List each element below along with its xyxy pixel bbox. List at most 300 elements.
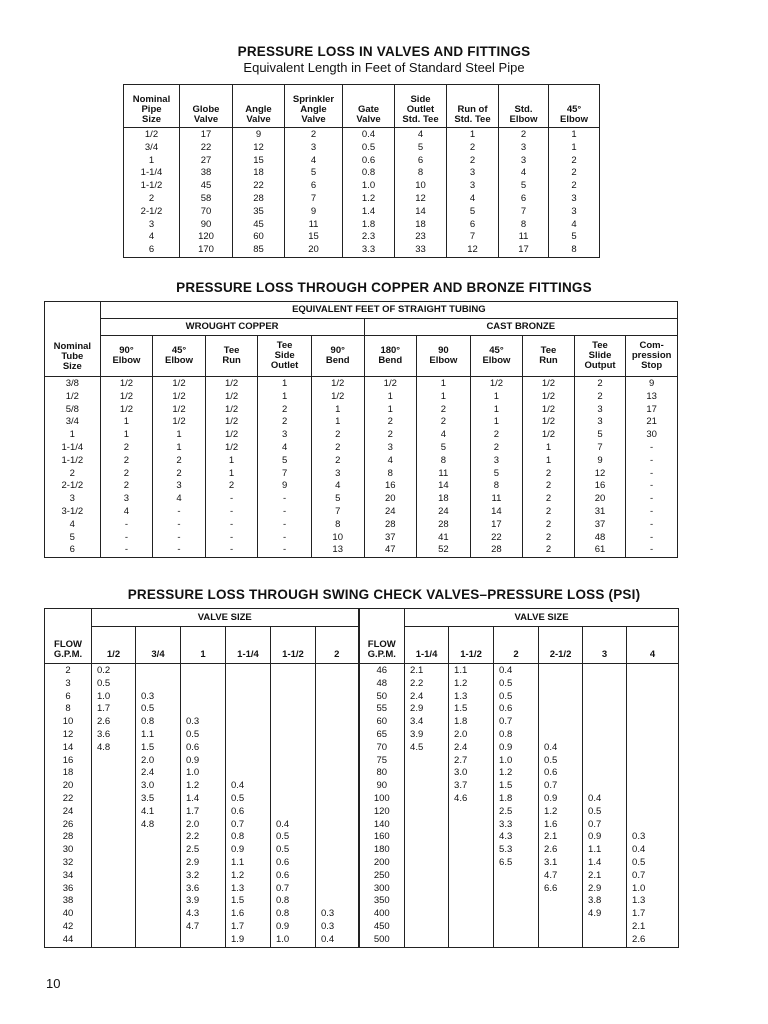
table-cell [627,793,679,806]
table-cell: 1.0 [627,883,679,896]
table-cell: 0.6 [343,155,395,168]
table-cell: 7 [258,468,312,481]
table-cell [92,883,136,896]
table-cell: 24 [417,506,471,519]
table-cell: 5 [417,442,471,455]
table-cell: 6.6 [539,883,583,896]
table-cell [226,716,271,729]
table-cell [405,844,449,857]
header-line: Output [584,360,616,371]
table-cell [136,664,181,678]
table-cell: 1/2 [311,391,364,404]
table-cell: 2.9 [583,883,627,896]
table-cell: 0.9 [271,921,316,934]
table-cell: 2.1 [627,921,679,934]
table-cell: 3-1/2 [45,506,101,519]
table-cell [583,780,627,793]
table-cell: 14 [395,206,447,219]
column-header [258,336,312,377]
valves-fittings-table [123,84,600,258]
table-row [45,934,679,947]
table-cell [181,691,226,704]
table-cell: 3 [447,180,499,193]
table-cell: 3/8 [45,377,101,391]
table-cell: 0.2 [92,664,136,678]
table-cell [405,755,449,768]
table-cell: 1.0 [343,180,395,193]
table-cell: 1/2 [364,377,417,391]
table-cell: 1 [205,455,258,468]
table-cell: 1.8 [449,716,494,729]
table-cell: 22 [45,793,92,806]
table-cell [226,755,271,768]
table-cell [583,716,627,729]
column-header [499,85,549,128]
table-cell: 0.7 [627,870,679,883]
table-row [45,870,679,883]
table-cell: 3.2 [181,870,226,883]
table-cell: 1.8 [494,793,539,806]
table-cell: - [153,544,206,557]
table-cell: 4 [153,493,206,506]
column-header: 1-1/2 [271,627,316,664]
column-header [417,336,471,377]
table-cell [405,934,449,947]
table-cell [583,755,627,768]
table-cell: 4 [124,231,180,244]
table-cell: 1 [100,429,153,442]
table-cell: - [258,519,312,532]
table-cell: 1 [447,128,499,142]
table-cell: 4.6 [449,793,494,806]
table-cell: 1/2 [205,416,258,429]
table-cell: 26 [45,819,92,832]
table-cell: 1/2 [100,391,153,404]
table-cell [92,831,136,844]
table-cell: 2 [574,391,626,404]
table-cell: 1.0 [181,767,226,780]
table-cell: 2 [523,506,575,519]
table-cell: 30 [45,844,92,857]
table-cell: 1/2 [153,416,206,429]
table-cell [539,921,583,934]
table-cell: 5 [549,231,600,244]
table-cell: 3 [258,429,312,442]
table-cell: 2 [100,480,153,493]
table-cell: 70 [180,206,233,219]
column-header [364,336,417,377]
header-line: Elbow [429,355,458,366]
table-cell: 22 [233,180,285,193]
table-row [45,716,679,729]
table-cell: 1/2 [523,391,575,404]
table-cell: 36 [45,883,92,896]
table-cell: 1.2 [343,193,395,206]
table-row [45,806,679,819]
column-header [574,336,626,377]
table-cell: 1 [45,429,101,442]
table-cell: 12 [233,142,285,155]
table-cell: 6 [45,544,101,557]
table-cell: 14 [417,480,471,493]
table-cell: 2 [470,429,523,442]
table-cell: 28 [470,544,523,557]
table-cell: 2 [523,468,575,481]
table-cell: 1.5 [494,780,539,793]
table-cell: 3.0 [449,767,494,780]
table-row [45,691,679,704]
table-cell: 1.4 [583,857,627,870]
table-cell: 6 [285,180,343,193]
table-cell: 15 [233,155,285,168]
table-cell: 7 [285,193,343,206]
table-cell: 35 [233,206,285,219]
table-cell [583,729,627,742]
table-cell: 0.5 [181,729,226,742]
table-cell [181,703,226,716]
table-cell [583,664,627,678]
column-header: 1-1/2 [449,627,494,664]
table-cell: 180 [359,844,405,857]
header-line: Tube [61,351,84,362]
table-cell: 14 [45,742,92,755]
table-cell: 0.5 [494,691,539,704]
table-cell: 140 [359,819,405,832]
table-cell: 1.2 [449,678,494,691]
table-cell: 13 [311,544,364,557]
table-cell: 0.9 [539,793,583,806]
table-cell: 1.7 [627,908,679,921]
table-cell: 7 [574,442,626,455]
table-cell: 12 [574,468,626,481]
table-cell [316,780,359,793]
table-cell: 2 [100,455,153,468]
table-cell: 1 [417,377,471,391]
table-cell: 17 [470,519,523,532]
header-line: Std. Tee [402,114,439,125]
header-line: Bend [378,355,403,366]
table-cell [316,883,359,896]
table-cell [583,921,627,934]
header-line: Nominal [132,94,171,105]
table-cell: 1 [470,416,523,429]
table-row [45,755,679,768]
table-cell: 0.5 [627,857,679,870]
table-cell: 90 [180,219,233,232]
table3-title: PRESSURE LOSS THROUGH SWING CHECK VALVES–PRESSURE LOSS (PSI) [127,587,641,602]
table-cell: 23 [395,231,447,244]
column-header: 3/4 [136,627,181,664]
table-cell: 24 [45,806,92,819]
table-cell [583,767,627,780]
table-cell: 0.8 [494,729,539,742]
column-header: 1-1/4 [405,627,449,664]
table-cell: 1.2 [181,780,226,793]
table-cell: 1.1 [136,729,181,742]
table-cell: 31 [574,506,626,519]
table-row [45,703,679,716]
table-cell: 2 [549,180,600,193]
table-cell: 2 [258,416,312,429]
column-header [100,336,153,377]
table-cell: 1.2 [539,806,583,819]
table-cell [627,729,679,742]
table-cell [316,831,359,844]
table-cell: 2 [574,377,626,391]
table-cell [405,793,449,806]
table-cell: 16 [574,480,626,493]
table-cell: 18 [395,219,447,232]
header-line: Angle [300,104,327,115]
table-row [45,519,678,532]
table-cell: 2 [124,193,180,206]
table-cell: 1/2 [205,442,258,455]
table-cell: 2 [523,532,575,545]
table-cell [405,908,449,921]
table-cell: - [258,506,312,519]
table-cell: 2.1 [539,831,583,844]
table-cell: 1 [311,404,364,417]
table-cell: 33 [395,244,447,257]
table-cell: 1/2 [523,404,575,417]
table-cell: 3/4 [124,142,180,155]
header-line: Valve [246,114,271,125]
table-row [45,678,679,691]
header-line: 90 [438,345,449,356]
header-line: Tee [276,340,293,351]
table-cell: 3.4 [405,716,449,729]
table2-title: PRESSURE LOSS THROUGH COPPER AND BRONZE FITTINGS [176,280,592,295]
table-cell [92,819,136,832]
header-line: Valve [193,114,219,125]
table-cell [136,678,181,691]
table-cell [226,703,271,716]
table-cell: 11 [499,231,549,244]
table-cell: 47 [364,544,417,557]
table-cell [136,895,181,908]
table-cell: 22 [180,142,233,155]
table-cell: 17 [626,404,678,417]
table-cell: 1.3 [226,883,271,896]
table-cell [539,664,583,678]
header-line: Side [410,94,431,105]
table-cell: 0.9 [226,844,271,857]
table-cell: 17 [180,128,233,142]
table-cell: 65 [359,729,405,742]
table-cell: 2 [100,442,153,455]
table-cell: 3 [574,404,626,417]
table-cell [316,895,359,908]
table-cell: - [205,506,258,519]
table-cell: 2 [45,664,92,678]
copper-bronze-table [44,301,678,558]
table-cell: 18 [233,167,285,180]
table-cell: 18 [417,493,471,506]
table-row [124,180,600,193]
table-row [45,442,678,455]
table-cell: - [205,519,258,532]
table-cell: 9 [285,206,343,219]
table-cell: - [153,506,206,519]
table-cell: 2 [100,468,153,481]
table-cell: 0.5 [539,755,583,768]
table-cell: 3 [285,142,343,155]
table-cell [539,895,583,908]
header-line: Run of [457,104,488,115]
table-cell: 1.1 [449,664,494,678]
table-cell: 1-1/2 [45,455,101,468]
table-row [45,416,678,429]
table-cell: 0.4 [343,128,395,142]
table-cell: 3 [470,455,523,468]
table-cell: 10 [311,532,364,545]
table-cell [316,857,359,870]
table-cell: 0.5 [494,678,539,691]
table-cell [226,729,271,742]
table-cell: 0.8 [271,895,316,908]
table-cell: 2.2 [181,831,226,844]
table-cell: 4.3 [494,831,539,844]
table-cell: 1/2 [311,377,364,391]
column-header [523,336,575,377]
table-cell: - [626,493,678,506]
table-cell: 0.4 [583,793,627,806]
table-cell: 3 [153,480,206,493]
table-cell: 1.0 [92,691,136,704]
table-cell: 1.5 [449,703,494,716]
table-cell: 61 [574,544,626,557]
table-cell: 5.3 [494,844,539,857]
table-cell [92,793,136,806]
table-cell: 0.9 [494,742,539,755]
table-cell: 37 [574,519,626,532]
table-cell [449,857,494,870]
table-cell [539,729,583,742]
table-cell: 0.8 [136,716,181,729]
table-cell: 1 [364,404,417,417]
table-cell [494,895,539,908]
table-cell: 1 [153,429,206,442]
table-cell: - [153,532,206,545]
header-line: Elbow [482,355,511,366]
column-header [395,85,447,128]
table-cell: 1/2 [523,377,575,391]
table-cell: 1.8 [343,219,395,232]
table-cell [449,895,494,908]
table-cell: 1/2 [205,429,258,442]
column-header [343,85,395,128]
table-cell: 1.3 [627,895,679,908]
table-cell: 2 [523,544,575,557]
table-cell: 2 [417,404,471,417]
table-cell [539,678,583,691]
table-cell [405,895,449,908]
table-cell: 2 [311,429,364,442]
table-cell: 0.5 [271,844,316,857]
table-cell [627,819,679,832]
table-cell [271,780,316,793]
table-cell: 3 [364,442,417,455]
table-cell: 0.6 [181,742,226,755]
table-cell [316,806,359,819]
table-cell [449,921,494,934]
table-cell: 4 [417,429,471,442]
table-cell: 0.4 [494,664,539,678]
table-cell: 48 [574,532,626,545]
column-header [359,609,405,664]
table-cell: 10 [45,716,92,729]
table-cell: 1/2 [100,404,153,417]
table-cell: 3/4 [45,416,101,429]
subgroup-header: CAST BRONZE [364,319,678,336]
table-cell: 3 [499,155,549,168]
table-cell: 1.1 [226,857,271,870]
table-cell: 4.5 [405,742,449,755]
table-row [45,883,679,896]
header-line: Run [222,355,241,366]
table-cell: 3.9 [181,895,226,908]
table-cell: 2 [153,455,206,468]
table-cell: - [626,480,678,493]
table-cell: 0.6 [226,806,271,819]
table-cell: 1.4 [343,206,395,219]
table-cell: 1 [417,391,471,404]
table-cell: 1 [470,391,523,404]
table-cell: 13 [626,391,678,404]
table-cell: 24 [364,506,417,519]
table-cell: 14 [470,506,523,519]
table-cell: 28 [45,831,92,844]
table-cell: 2.4 [136,767,181,780]
table-cell: 1.2 [494,767,539,780]
table-cell: 1 [153,442,206,455]
table-cell: 4 [364,455,417,468]
table-cell [316,819,359,832]
table-cell: 48 [359,678,405,691]
table-cell: 0.4 [316,934,359,947]
table-row [45,377,678,391]
table-cell [539,716,583,729]
table-cell: 0.3 [627,831,679,844]
table-cell: 2 [523,493,575,506]
table-cell [92,934,136,947]
table-cell: 3.5 [136,793,181,806]
table-cell: 1.1 [583,844,627,857]
table-cell: 3.3 [494,819,539,832]
table-cell: 0.3 [316,921,359,934]
table-cell: 0.7 [494,716,539,729]
table-cell: 0.6 [539,767,583,780]
table-cell: 41 [417,532,471,545]
table-cell: 5 [258,455,312,468]
table-cell: 3 [311,468,364,481]
table-cell: 12 [45,729,92,742]
table-cell: 0.5 [136,703,181,716]
header-line: Nominal [53,341,92,352]
table-cell: 5 [45,532,101,545]
table-cell: 1.2 [226,870,271,883]
column-header: 2 [316,627,359,664]
table-cell: 1 [523,455,575,468]
table-cell: 4 [45,519,101,532]
table-cell: 2 [549,167,600,180]
table-cell: 1/2 [153,404,206,417]
column-header [153,336,206,377]
table-cell: 1/2 [124,128,180,142]
table-cell: - [205,532,258,545]
table-cell: 18 [45,767,92,780]
table-cell: 11 [417,468,471,481]
